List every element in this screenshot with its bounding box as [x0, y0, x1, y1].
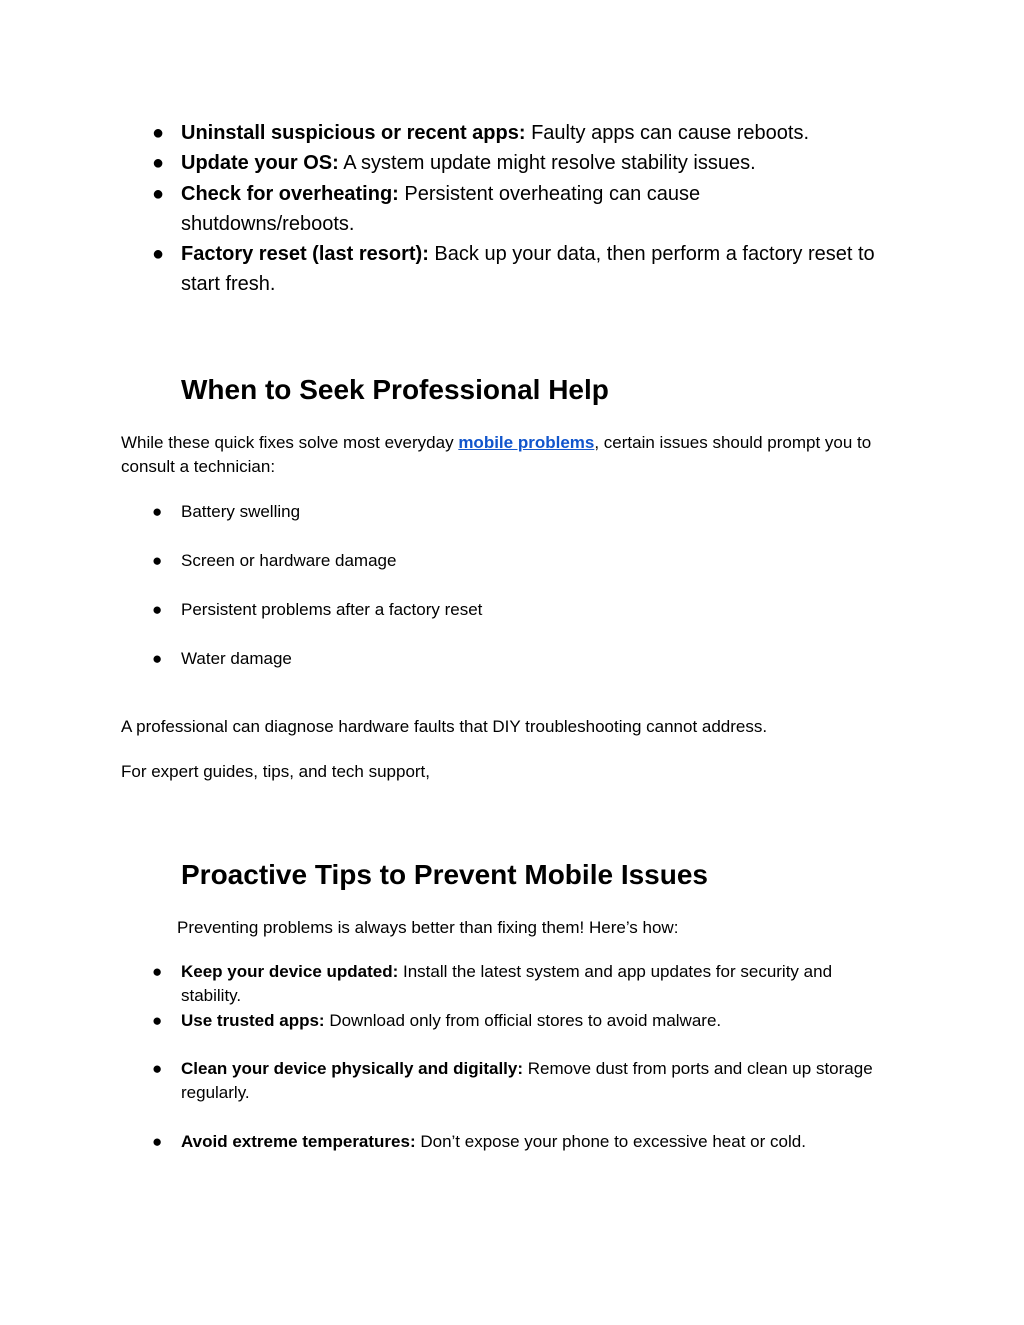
bullet-icon: ●	[152, 1132, 163, 1151]
bullet-icon: ●	[152, 600, 163, 619]
list-item	[152, 148, 892, 178]
body-paragraph: For expert guides, tips, and tech support,	[121, 762, 431, 781]
intro-text: While these quick fixes solve most everyday	[121, 433, 459, 452]
item-text: Battery swelling	[181, 502, 301, 521]
item-text: Back up your data, then perform a factory reset to start fresh.	[181, 243, 875, 295]
item-label: Update your OS:	[181, 152, 339, 174]
bullet-icon: ●	[152, 962, 163, 981]
list-item	[152, 1130, 892, 1154]
list-item	[152, 1009, 892, 1033]
item-text: Water damage	[181, 649, 292, 668]
intro-text-end: , certain issues should prompt you to consult a technician:	[121, 433, 872, 476]
item-label: Clean your device physically and digitally:	[181, 1059, 524, 1078]
list-item	[152, 647, 892, 671]
item-label: Check for overheating:	[181, 183, 399, 205]
item-text: Remove dust from ports and clean up storage regularly.	[181, 1059, 873, 1102]
item-label: Keep your device updated:	[181, 962, 399, 981]
item-text: Screen or hardware damage	[181, 551, 397, 570]
bullet-icon: ●	[152, 183, 165, 205]
section-heading: Proactive Tips to Prevent Mobile Issues	[181, 859, 708, 890]
bullet-icon: ●	[152, 1059, 163, 1078]
item-label: Uninstall suspicious or recent apps:	[181, 122, 526, 144]
item-label: Use trusted apps:	[181, 1011, 325, 1030]
item-text: A system update might resolve stability issues.	[338, 152, 756, 174]
intro-paragraph	[121, 431, 901, 479]
list-item	[152, 500, 892, 524]
item-text: Persistent problems after a factory reset	[181, 600, 483, 619]
list-item	[152, 549, 892, 573]
item-label: Factory reset (last resort):	[181, 243, 429, 265]
item-text: Don’t expose your phone to excessive heat or cold.	[415, 1132, 806, 1151]
section-heading: When to Seek Professional Help	[181, 374, 609, 405]
list-item	[152, 179, 772, 239]
list-item	[152, 1057, 892, 1105]
bullet-icon: ●	[152, 649, 163, 668]
body-paragraph: A professional can diagnose hardware faults that DIY troubleshooting cannot address.	[121, 717, 768, 736]
bullet-icon: ●	[152, 551, 163, 570]
bullet-icon: ●	[152, 152, 165, 174]
item-text: Faulty apps can cause reboots.	[525, 122, 810, 144]
list-item	[152, 598, 892, 622]
list-item	[152, 960, 892, 1008]
list-item	[152, 239, 892, 299]
bullet-icon: ●	[152, 243, 165, 265]
item-text: Download only from official stores to avoid malware.	[324, 1011, 722, 1030]
bullet-icon: ●	[152, 502, 163, 521]
item-label: Avoid extreme temperatures:	[181, 1132, 416, 1151]
list-item	[152, 118, 892, 148]
intro-paragraph: Preventing problems is always better than fixing them! Here’s how:	[177, 918, 679, 937]
bullet-icon: ●	[152, 1011, 163, 1030]
mobile-problems-link[interactable]: mobile problems	[458, 433, 595, 452]
bullet-icon: ●	[152, 122, 165, 144]
item-text: Persistent overheating can cause shutdowns/reboots.	[181, 183, 701, 235]
item-text: Install the latest system and app updates for security and stability.	[181, 962, 833, 1005]
